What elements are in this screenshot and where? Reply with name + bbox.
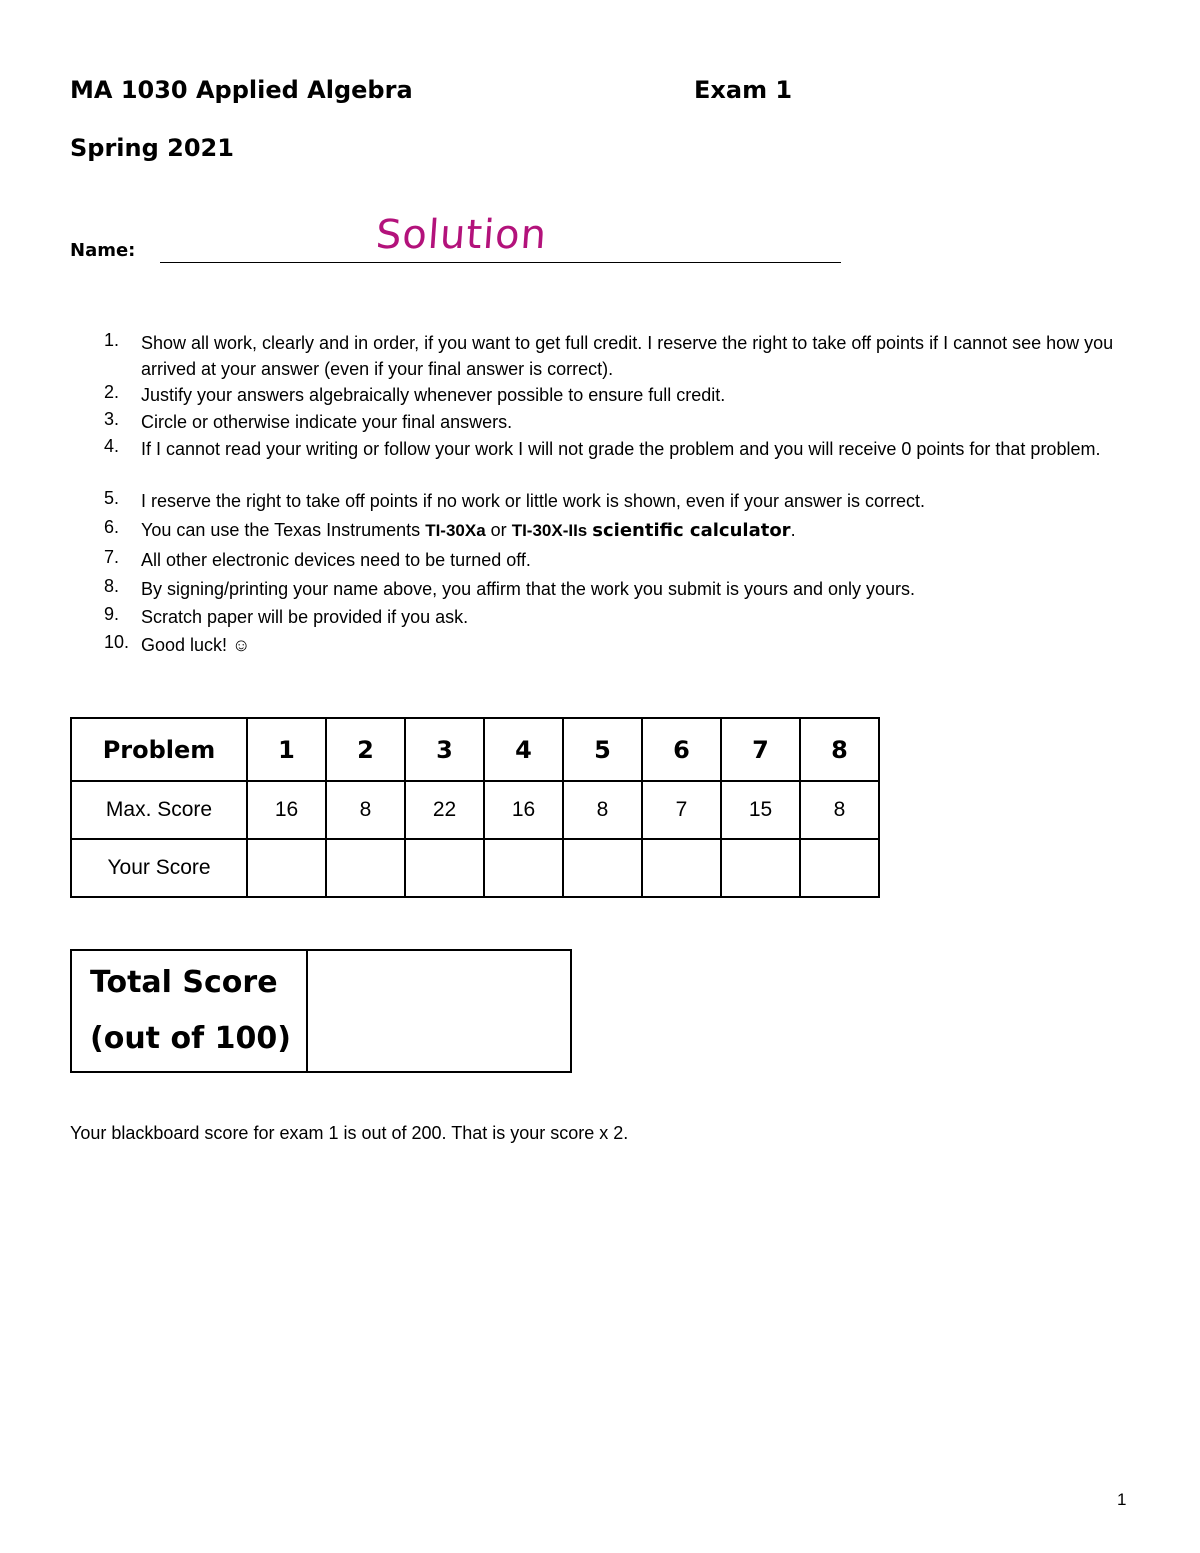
instruction-text-part: You can use the Texas Instruments <box>141 520 426 540</box>
problem-number: 5 <box>563 718 642 781</box>
instruction-number: 3. <box>104 409 120 429</box>
total-score-label-line1: Total Score <box>90 965 278 1000</box>
problem-number: 3 <box>405 718 484 781</box>
max-score-cell: 7 <box>642 781 721 839</box>
name-label: Name: <box>70 240 136 261</box>
row-label: Your Score <box>71 839 247 897</box>
instruction-number: 2. <box>104 382 120 402</box>
your-score-cell[interactable] <box>800 839 879 897</box>
total-score-label <box>71 950 307 1072</box>
name-underline <box>160 262 841 263</box>
instruction-text: If I cannot read your writing or follow your work I will not grade the problem and you will receive 0 points for that problem. <box>141 439 1101 459</box>
instruction-number: 4. <box>104 436 120 456</box>
problem-number: 1 <box>247 718 326 781</box>
your-score-cell[interactable] <box>405 839 484 897</box>
problem-number: 2 <box>326 718 405 781</box>
calculator-model: TI-30Xa <box>425 521 486 540</box>
total-score-row <box>71 950 571 1072</box>
blackboard-note: Your blackboard score for exam 1 is out of 200. That is your score x 2. <box>70 1123 629 1143</box>
instruction-text: All other electronic devices need to be turned off. <box>141 550 531 570</box>
total-score-table <box>70 949 572 1073</box>
calculator-model: TI-30X-IIs <box>511 521 588 540</box>
instruction-text: Circle or otherwise indicate your final answers. <box>141 412 513 432</box>
table-row-max-score <box>71 781 879 839</box>
your-score-cell[interactable] <box>721 839 800 897</box>
max-score-cell: 16 <box>484 781 563 839</box>
your-score-cell[interactable] <box>642 839 721 897</box>
instruction-number: 9. <box>104 604 120 624</box>
table-row-your-score <box>71 839 879 897</box>
max-score-cell: 8 <box>800 781 879 839</box>
course-title: MA 1030 Applied Algebra <box>70 76 413 104</box>
max-score-cell: 16 <box>247 781 326 839</box>
exam-title: Exam 1 <box>694 76 793 104</box>
instruction-number: 1. <box>104 330 120 350</box>
your-score-cell[interactable] <box>247 839 326 897</box>
instruction-number: 7. <box>104 547 120 567</box>
calculator-type: scientific calculator <box>592 520 791 541</box>
instruction-text-calculator <box>141 517 1131 544</box>
row-label: Problem <box>71 718 247 781</box>
table-row-problem <box>71 718 879 781</box>
instruction-number: 5. <box>104 488 120 508</box>
problem-number: 7 <box>721 718 800 781</box>
row-label: Max. Score <box>71 781 247 839</box>
term-label: Spring 2021 <box>70 134 234 162</box>
instruction-text: I reserve the right to take off points if no work or little work is shown, even if your answer is correct. <box>141 491 925 511</box>
instruction-number: 8. <box>104 576 120 596</box>
total-score-label-line2: (out of 100) <box>90 1021 291 1056</box>
name-value-handwritten[interactable]: Solution <box>374 212 549 258</box>
your-score-cell[interactable] <box>563 839 642 897</box>
your-score-cell[interactable] <box>484 839 563 897</box>
instruction-text: By signing/printing your name above, you affirm that the work you submit is yours and only yours. <box>141 579 916 599</box>
page-number: 1 <box>1117 1490 1127 1509</box>
instruction-text-part: . <box>790 520 796 540</box>
instruction-text: Justify your answers algebraically whenever possible to ensure full credit. <box>141 385 726 405</box>
problem-number: 4 <box>484 718 563 781</box>
max-score-cell: 8 <box>563 781 642 839</box>
max-score-cell: 15 <box>721 781 800 839</box>
instruction-text-part: or <box>485 520 512 540</box>
total-score-value[interactable] <box>307 950 571 1072</box>
score-table <box>70 717 880 898</box>
problem-number: 8 <box>800 718 879 781</box>
problem-number: 6 <box>642 718 721 781</box>
max-score-cell: 22 <box>405 781 484 839</box>
instruction-text: Good luck! ☺ <box>141 635 251 655</box>
instruction-number: 6. <box>104 517 120 537</box>
your-score-cell[interactable] <box>326 839 405 897</box>
max-score-cell: 8 <box>326 781 405 839</box>
instruction-number: 10. <box>104 632 130 652</box>
instruction-text: Show all work, clearly and in order, if you want to get full credit. I reserve the right to take off points if I cannot see how you arrived at your answer (even if your final answer is correct). <box>141 333 1114 379</box>
instruction-text: Scratch paper will be provided if you ask. <box>141 607 469 627</box>
